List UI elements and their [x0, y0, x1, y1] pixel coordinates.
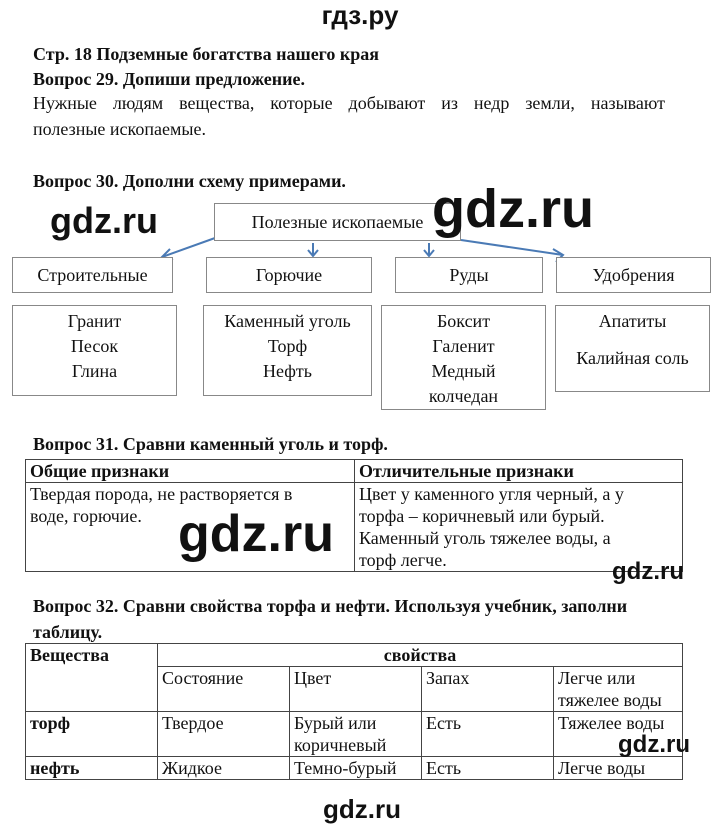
q32-title-line1: Вопрос 32. Сравни свойства торфа и нефти. Используя учебник, заполни [33, 596, 628, 616]
category-box-fertilizers [556, 257, 711, 293]
diagram-root-label: Полезные ископаемые [251, 212, 424, 232]
example-item: Медный [431, 361, 496, 381]
category-label: Руды [449, 265, 489, 285]
q31-header-distinct: Отличительные признаки [355, 460, 683, 483]
watermark: gdz.ru [618, 731, 690, 758]
watermark: gdz.ru [612, 558, 684, 585]
row-substance: нефть [26, 757, 158, 780]
q32-col-state: Состояние [158, 667, 290, 712]
cell-state: Твердое [158, 712, 290, 757]
q31-header-common: Общие признаки [26, 460, 355, 483]
category-label: Горючие [255, 265, 323, 285]
q32-col-smell: Запах [422, 667, 554, 712]
cell-density: Легче воды [554, 757, 683, 780]
watermark: gdz.ru [50, 200, 158, 241]
category-box-fuel [206, 257, 372, 293]
page-title: Стр. 18 Подземные богатства нашего края [33, 44, 380, 64]
site-title: гдз.ру [321, 0, 399, 30]
q32-title-line2: таблицу. [33, 622, 103, 642]
table-row [26, 712, 683, 757]
cell-line: воде, горючие. [30, 506, 142, 526]
cell-density: Тяжелее воды [554, 712, 683, 757]
example-item: Калийная соль [576, 348, 689, 368]
example-item: Глина [71, 361, 118, 381]
example-item: колчедан [428, 386, 499, 406]
q31-table [25, 459, 683, 572]
watermark: gdz.ru [178, 505, 334, 563]
example-item: Гранит [67, 311, 122, 331]
example-item: Боксит [436, 311, 491, 331]
q32-header-substance: Вещества [26, 644, 158, 712]
example-item: Нефть [263, 361, 312, 381]
q29-answer-line2: полезные ископаемые. [33, 119, 206, 139]
cell-state: Жидкое [158, 757, 290, 780]
q32-col-density: Легче или тяжелее воды [554, 667, 683, 712]
q30-title: Вопрос 30. Дополни схему примерами. [33, 171, 346, 191]
q29-answer-line1: Нужные людям вещества, которые добывают из недр земли, называют [33, 93, 665, 113]
cell-line: Каменный уголь тяжелее воды, а [359, 528, 611, 548]
cell-line: Цвет у каменного угля черный, а у [359, 484, 624, 504]
example-item: Песок [70, 336, 119, 356]
cell-line: торфа – коричневый или бурый. [359, 506, 605, 526]
q32-table [25, 643, 683, 780]
cell-smell: Есть [422, 757, 554, 780]
example-item: Торф [267, 336, 308, 356]
diagram-root-box [214, 203, 461, 241]
examples-box-construction [12, 305, 177, 396]
examples-box-fertilizers [555, 305, 710, 392]
table-row [26, 757, 683, 780]
category-box-ores [395, 257, 543, 293]
cell-line: Твердая порода, не растворяется в [30, 484, 293, 504]
cell-color: Бурый или коричневый [290, 712, 422, 757]
example-item: Каменный уголь [224, 311, 351, 331]
examples-box-fuel [203, 305, 372, 396]
watermark: gdz.ru [432, 179, 594, 239]
q31-title: Вопрос 31. Сравни каменный уголь и торф. [33, 434, 388, 454]
category-box-construction [12, 257, 173, 293]
category-label: Удобрения [592, 265, 675, 285]
example-item: Апатиты [598, 311, 667, 331]
watermark: gdz.ru [323, 794, 401, 824]
cell-line: торф легче. [359, 550, 447, 570]
row-substance: торф [26, 712, 158, 757]
q32-col-color: Цвет [290, 667, 422, 712]
examples-box-ores [381, 305, 546, 410]
cell-smell: Есть [422, 712, 554, 757]
example-item: Галенит [432, 336, 495, 356]
q29-title: Вопрос 29. Допиши предложение. [33, 69, 305, 89]
cell-color: Темно-бурый [290, 757, 422, 780]
category-label: Строительные [37, 265, 148, 285]
q32-header-properties: свойства [158, 644, 683, 667]
